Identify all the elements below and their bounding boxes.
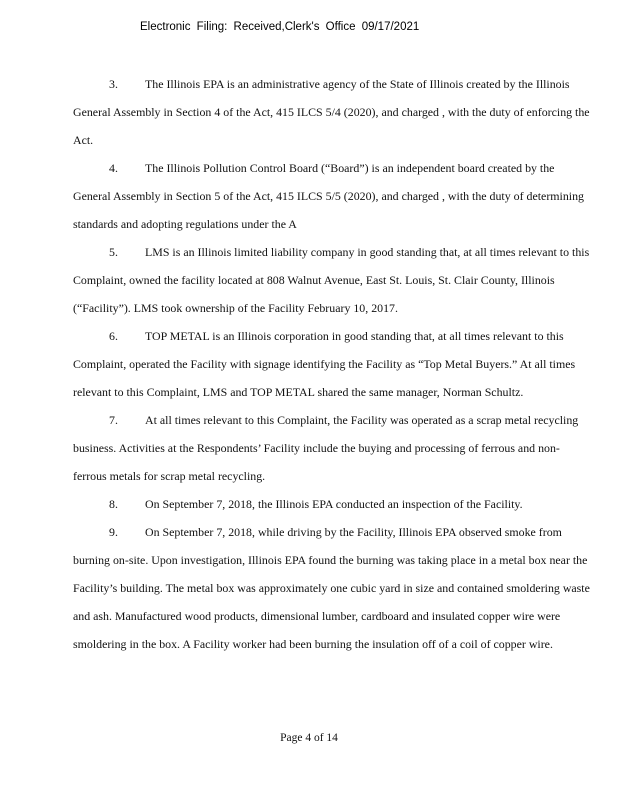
paragraph-number: 5. [109,245,118,259]
paragraph-number: 8. [109,497,118,511]
paragraph-number: 4. [109,161,118,175]
paragraph-text: On September 7, 2018, while driving by the Facility, Illinois EPA observed smoke from burning on-site. Upon investigation, Illinois EPA found the burning was taking place in a metal box near the Facility’s building. The metal box was approximately one cubic yard in size and contained smoldering waste and ash. Manufactured wood products, dimensional lumber, cardboard and insulated copper wire were smoldering in the box. A Facility worker had been burning the insulation off of a coil of copper wire. [73,525,590,651]
paragraph-number: 9. [109,525,118,539]
paragraph-7 [73,406,593,490]
paragraph-text: LMS is an Illinois limited liability company in good standing that, at all times relevant to this Complaint, owned the facility located at 808 Walnut Avenue, East St. Louis, St. Clair County, Illinois (“Facility”). LMS took ownership of the Facility February 10, 2017. [73,245,590,315]
paragraph-number: 3. [109,77,118,91]
paragraph-text: The Illinois Pollution Control Board (“Board”) is an independent board created by the General Assembly in Section 5 of the Act, 415 ILCS 5/5 (2020), and charged , with the duty of determining standards and adopting regulations under the A [73,161,584,231]
paragraph-6 [73,322,593,406]
paragraph-5 [73,238,593,322]
paragraph-3 [73,70,593,154]
paragraph-4 [73,154,593,238]
document-body [73,70,593,658]
paragraph-number: 6. [109,329,118,343]
paragraph-9 [73,518,593,658]
paragraph-8 [73,490,593,518]
paragraph-text: At all times relevant to this Complaint, the Facility was operated as a scrap metal recycling business. Activities at the Respondents’ Facility include the buying and processing of ferrous and non-ferrous metals for scrap metal recycling. [73,413,579,483]
page-number-footer: Page 4 of 14 [280,732,338,744]
paragraph-text: The Illinois EPA is an administrative agency of the State of Illinois created by the Illinois General Assembly in Section 4 of the Act, 415 ILCS 5/4 (2020), and charged , with the duty of enforcing the Act. [73,77,590,147]
paragraph-text: TOP METAL is an Illinois corporation in good standing that, at all times relevant to this Complaint, operated the Facility with signage identifying the Facility as “Top Metal Buyers.” At all times relevant to this Complaint, LMS and TOP METAL shared the same manager, Norman Schultz. [73,329,576,399]
paragraph-text: On September 7, 2018, the Illinois EPA conducted an inspection of the Facility. [145,497,523,511]
electronic-filing-header: Electronic Filing: Received,Clerk's Office 09/17/2021 [140,21,420,33]
paragraph-number: 7. [109,413,118,427]
